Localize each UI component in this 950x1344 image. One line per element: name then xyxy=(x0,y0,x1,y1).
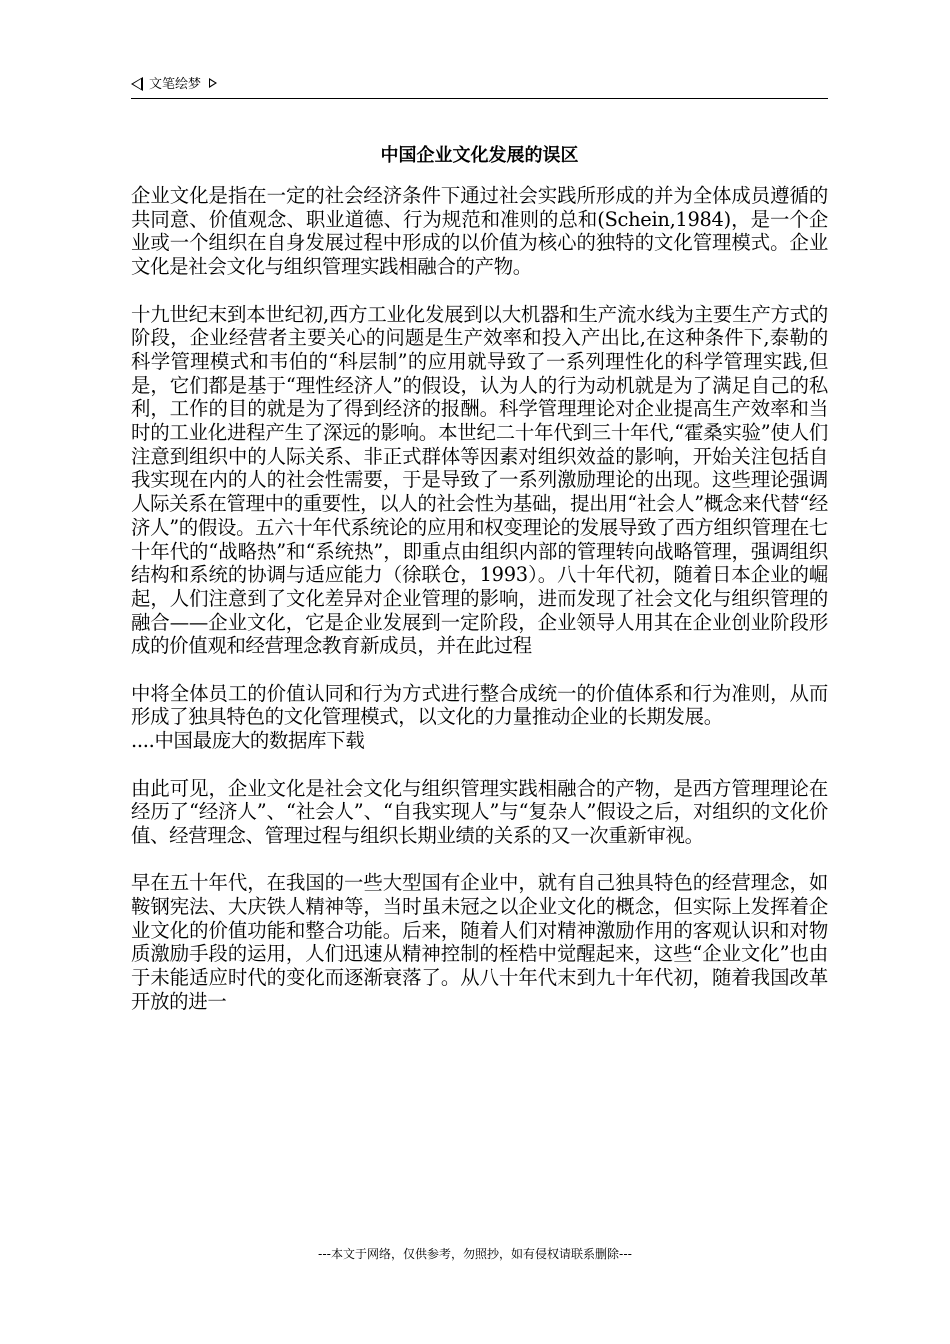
document-title: 中国企业文化发展的误区 xyxy=(380,145,579,166)
paragraph-history: 十九世纪末到本世纪初,西方工业化发展到以大机器和生产流水线为主要生产方式的阶段，企业经营者主要关心的问题是生产效率和投入产出比,在这种条件下,泰勒的科学管理模式和韦伯的“科层制”的应用就导致了一系列理性化的科学管理实践,但是，它们都是基于“理性经济人”的假设，认为人的行为动机就是为了满足自己的私利，工作的目的就是为了得到经济的报酬。科学管理理论对企业提高生产效率和当时的工业化进程产生了深远的影响。本世纪二十年代到三十年代,“霍桑实验”使人们注意到组织中的人际关系、非正式群体等因素对组织效益的影响，开始关注包括自我实现在内的人的社会性需要，于是导致了一系列激励理论的出现。这些理论强调人际关系在管理中的重要性，以人的社会性为基础，提出用“社会人”概念来代替“经济人”的假设。五六十年代系统论的应用和权变理论的发展导致了西方组织管理在七十年代的“战略热”和“系统热”，即重点由组织内部的管理转向战略管理，强调组织结构和系统的协调与适应能力（徐联仓，1993）。八十年代初，随着日本企业的崛起，人们注意到了文化差异对企业管理的影响，进而发现了社会文化与组织管理的融合——企业文化，它是企业发展到一定阶段，企业领导人用其在企业创业阶段形成的价值观和经营理念教育新成员，并在此过程 xyxy=(131,302,829,658)
page-footer: ---本文于网络，仅供参考，勿照抄，如有侵权请联系删除--- xyxy=(318,1247,632,1261)
paragraph-china-history: 早在五十年代，在我国的一些大型国有企业中，就有自己独具特色的经营理念，如鞍钢宪法、大庆铁人精神等，当时虽未冠之以企业文化的概念，但实际上发挥着企业文化的价值功能和整合功能。后来，随着人们对精神激励作用的客观认识和对物质激励手段的运用，人们迅速从精神控制的桎梏中觉醒起来，这些“企业文化”也由于未能适应时代的变化而逐渐衰落了。从八十年代末到九十年代初，随着我国改革开放的进一 xyxy=(131,871,828,1013)
paragraph-conclusion: 由此可见，企业文化是社会文化与组织管理实践相融合的产物，是西方管理理论在经历了“经济人”、“社会人”、“自我实现人”与“复杂人”假设之后，对组织的文化价值、经营理念、管理过程与组织长期业绩的关系的又一次重新审视。 xyxy=(131,776,828,847)
page-header xyxy=(131,76,828,99)
document-body xyxy=(131,184,828,1037)
triangle-right-icon xyxy=(209,78,217,88)
triangle-left-icon xyxy=(131,77,143,91)
header-brand: 文笔绘梦 xyxy=(149,77,202,92)
paragraph-continuation: 中将全体员工的价值认同和行为方式进行整合成统一的价值体系和行为准则，从而形成了独具特色的文化管理模式，以文化的力量推动企业的长期发展。 xyxy=(131,681,828,729)
paragraph-definition: 企业文化是指在一定的社会经济条件下通过社会实践所形成的并为全体成员遵循的共同意、价值观念、职业道德、行为规范和准则的总和(Schein,1984)，是一个企业或一个组织在自身发展过程中形成的以价值为核心的独特的文化管理模式。企业文化是社会文化与组织管理实践相融合的产物。 xyxy=(131,184,828,279)
paragraph-download-note: ....中国最庞大的数据库下载 xyxy=(131,729,365,753)
